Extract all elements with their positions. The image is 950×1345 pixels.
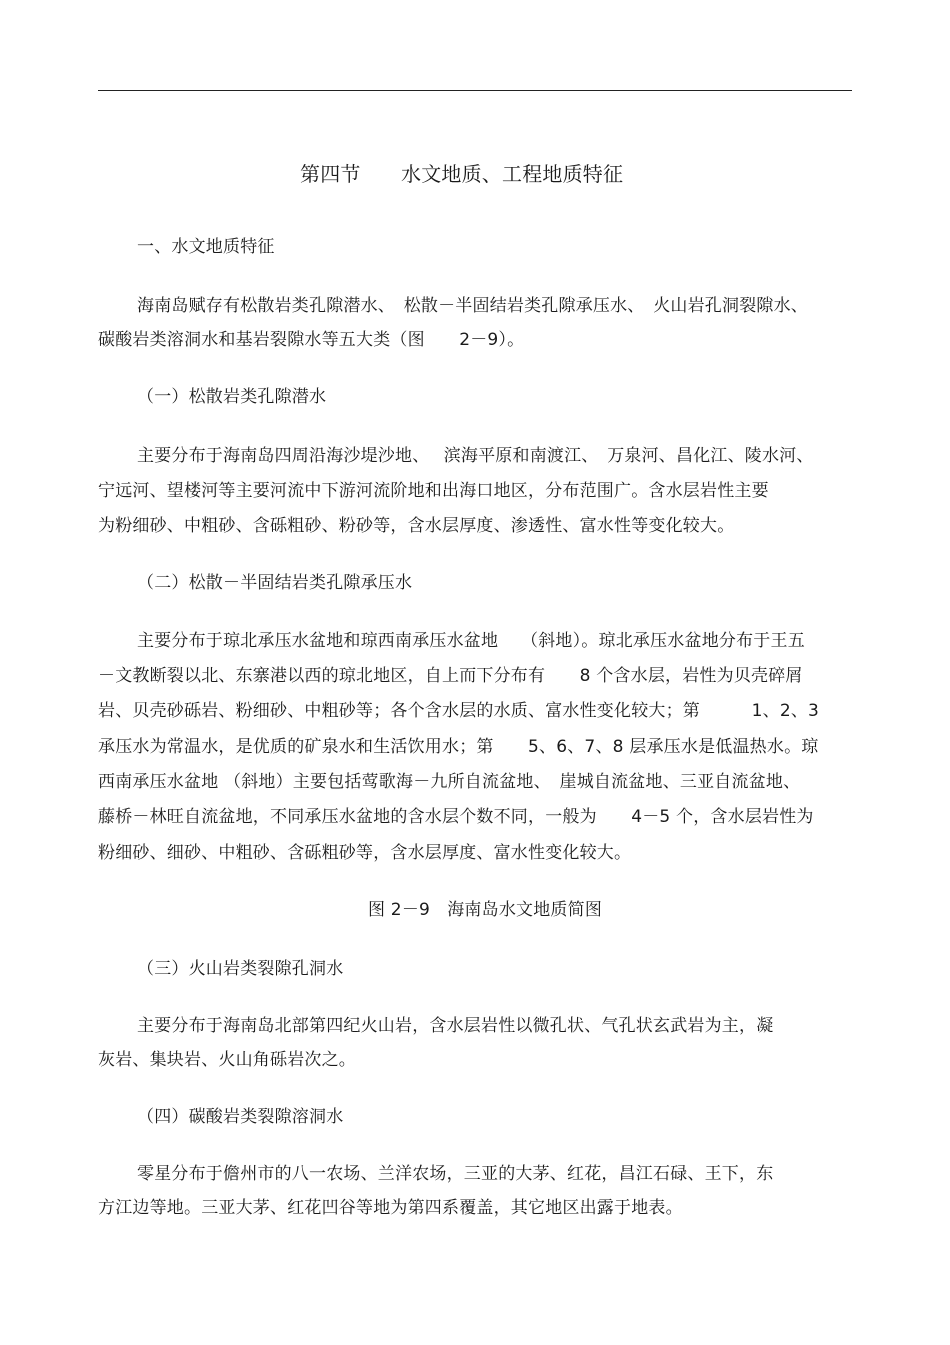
paragraph-line: 海南岛赋存有松散岩类孔隙潜水、 松散－半固结岩类孔隙承压水、 火山岩孔洞裂隙水、	[137, 296, 808, 316]
paragraph-line: 藤桥－林旺自流盆地，不同承压水盆地的含水层个数不同，一般为 4－5 个，含水层岩性为	[98, 807, 814, 827]
paragraph-line: 零星分布于儋州市的八一农场、兰洋农场，三亚的大茅、红花，昌江石碌、王下，东	[137, 1164, 774, 1184]
page-title: 第四节 水文地质、工程地质特征	[300, 162, 624, 186]
paragraph-line: 西南承压水盆地 （斜地）主要包括莺歌海－九所自流盆地、 崖城自流盆地、三亚自流盆地、	[98, 772, 801, 792]
paragraph-line: 宁远河、望楼河等主要河流中下游河流阶地和出海口地区，分布范围广。含水层岩性主要	[98, 481, 769, 501]
subsection-heading: （一）松散岩类孔隙潜水	[137, 387, 327, 407]
figure-caption: 图 2－9 海南岛水文地质简图	[368, 900, 603, 920]
header-rule	[98, 90, 852, 91]
paragraph-line: －文教断裂以北、东寨港以西的琼北地区，自上而下分布有 8 个含水层，岩性为贝壳碎屑	[98, 666, 803, 686]
subsection-heading: （二）松散－半固结岩类孔隙承压水	[137, 573, 413, 593]
paragraph-line: 碳酸岩类溶洞水和基岩裂隙水等五大类（图 2－9）。	[98, 330, 525, 350]
paragraph-line: 方江边等地。三亚大茅、红花凹谷等地为第四系覆盖，其它地区出露于地表。	[98, 1198, 683, 1218]
paragraph-line: 主要分布于海南岛四周沿海沙堤沙地、 滨海平原和南渡江、 万泉河、昌化江、陵水河、	[137, 446, 814, 466]
paragraph-line: 灰岩、集块岩、火山角砾岩次之。	[98, 1050, 356, 1070]
paragraph-line: 承压水为常温水，是优质的矿泉水和生活饮用水；第 5、6、7、8 层承压水是低温热水。琼	[98, 737, 819, 757]
paragraph-line: 岩、贝壳砂砾岩、粉细砂、中粗砂等；各个含水层的水质、富水性变化较大；第 1、2、3	[98, 701, 820, 721]
section-heading: 一、水文地质特征	[137, 237, 275, 257]
paragraph-line: 为粉细砂、中粗砂、含砾粗砂、粉砂等，含水层厚度、渗透性、富水性等变化较大。	[98, 516, 735, 536]
subsection-heading: （四）碳酸岩类裂隙溶洞水	[137, 1107, 344, 1127]
subsection-heading: （三）火山岩类裂隙孔洞水	[137, 959, 344, 979]
paragraph-line: 主要分布于海南岛北部第四纪火山岩，含水层岩性以微孔状、气孔状玄武岩为主，凝	[137, 1016, 774, 1036]
paragraph-line: 粉细砂、细砂、中粗砂、含砾粗砂等，含水层厚度、富水性变化较大。	[98, 843, 632, 863]
paragraph-line: 主要分布于琼北承压水盆地和琼西南承压水盆地 （斜地）。琼北承压水盆地分布于王五	[137, 631, 805, 651]
